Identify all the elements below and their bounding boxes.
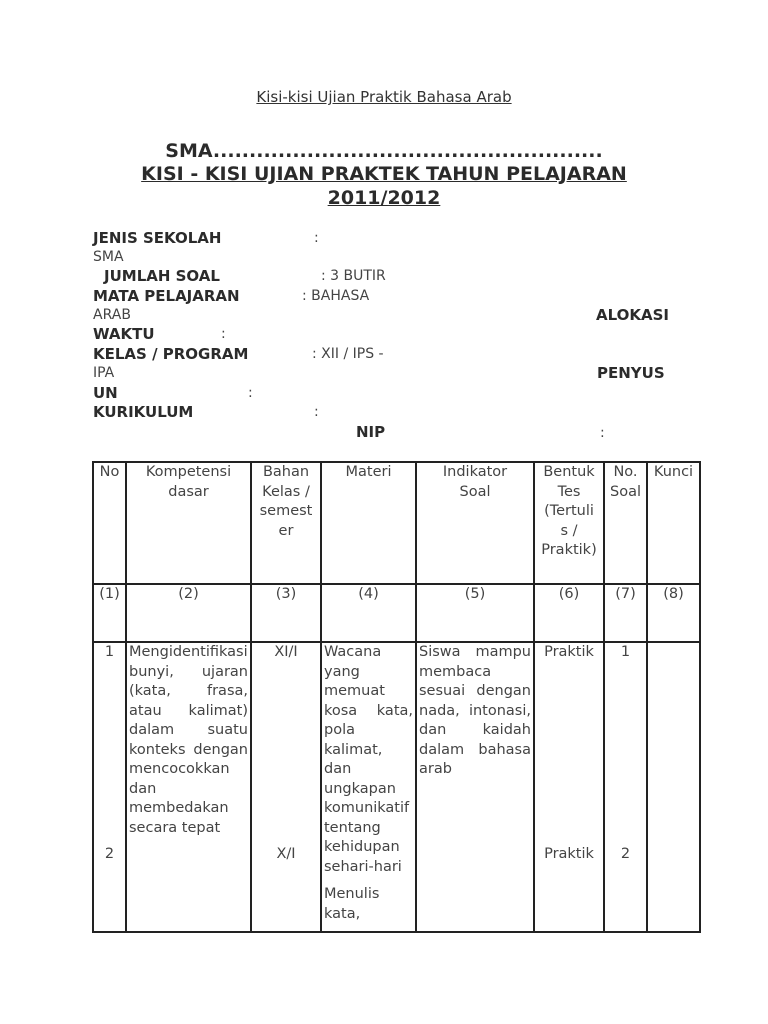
cell-no-soal xyxy=(604,642,647,932)
main-heading xyxy=(0,162,768,210)
jumlah-soal-value: : 3 BUTIR xyxy=(321,268,386,284)
row-1-no: 1 xyxy=(104,644,115,660)
nip-colon: : xyxy=(600,425,605,441)
table-header-row xyxy=(93,462,700,584)
cell-kelas xyxy=(251,642,321,932)
header-indikator: Indikator Soal xyxy=(416,462,534,584)
header-materi: Materi xyxy=(321,462,416,584)
mata-pelajaran-label: MATA PELAJARAN xyxy=(93,287,240,305)
document-title: Kisi-kisi Ujian Praktik Bahasa Arab xyxy=(256,88,512,106)
kurikulum-colon: : xyxy=(314,404,319,420)
jumlah-soal-label: JUMLAH SOAL xyxy=(104,267,220,285)
kisi-table xyxy=(92,461,701,933)
cell-materi xyxy=(321,642,416,932)
kurikulum-label: KURIKULUM xyxy=(93,403,194,421)
kelas-program-label: KELAS / PROGRAM xyxy=(93,345,249,363)
header-no-soal: No. Soal xyxy=(604,462,647,584)
cell-kunci xyxy=(647,642,700,932)
row-2-kelas: X/I xyxy=(276,846,296,862)
column-number-row xyxy=(93,584,700,642)
kelas-program-value: : XII / IPS - xyxy=(312,346,384,362)
un-colon: : xyxy=(248,385,253,401)
column-number: (6) xyxy=(534,584,604,642)
column-number: (7) xyxy=(604,584,647,642)
cell-indikator: Siswa mampu membaca sesuai dengan nada, intonasi, dan kaidah dalam bahasa arab xyxy=(416,642,534,932)
header-bahan-kelas: Bahan Kelas / semest er xyxy=(251,462,321,584)
column-number: (2) xyxy=(126,584,251,642)
kelas-program-value-cont: IPA xyxy=(93,365,115,381)
row-2-no: 2 xyxy=(104,846,115,862)
column-number: (8) xyxy=(647,584,700,642)
school-line: SMA...................................................... xyxy=(165,140,603,162)
cell-kompetensi: Mengidentifikasi bunyi, ujaran (kata, frasa, atau kalimat) dalam suatu konteks dengan mencocokkan dan membedakan secara tepat xyxy=(126,642,251,932)
column-number: (3) xyxy=(251,584,321,642)
header-kunci: Kunci xyxy=(647,462,700,584)
jenis-sekolah-value: SMA xyxy=(93,249,124,265)
waktu-colon: : xyxy=(221,326,226,342)
column-number: (1) xyxy=(93,584,126,642)
row-2-materi: Menulis kata, xyxy=(324,886,380,922)
row-1-bentuk: Praktik xyxy=(544,644,594,660)
row-1-no-soal: 1 xyxy=(620,644,631,660)
row-1-materi: Wacana yang memuat kosa kata, pola kalimat, dan ungkapan komunikatif tentang kehidupan sehari-hari xyxy=(324,644,413,875)
heading-line-1: KISI - KISI UJIAN PRAKTEK TAHUN PELAJARAN xyxy=(141,163,627,185)
mata-pelajaran-value: : BAHASA xyxy=(302,288,370,304)
column-number: (5) xyxy=(416,584,534,642)
table-row xyxy=(93,642,700,932)
cell-no xyxy=(93,642,126,932)
penyusun-label: PENYUS xyxy=(597,364,665,382)
un-label: UN xyxy=(93,384,118,402)
column-number: (4) xyxy=(321,584,416,642)
jenis-sekolah-colon: : xyxy=(314,230,319,246)
cell-bentuk xyxy=(534,642,604,932)
row-2-bentuk: Praktik xyxy=(544,846,594,862)
alokasi-label: ALOKASI xyxy=(596,306,670,324)
nip-label: NIP xyxy=(356,423,386,441)
header-bentuk-tes: Bentuk Tes (Tertuli s / Praktik) xyxy=(534,462,604,584)
mata-pelajaran-value-cont: ARAB xyxy=(93,307,131,323)
header-no: No xyxy=(93,462,126,584)
row-1-kelas: XI/I xyxy=(274,644,298,660)
heading-line-2: 2011/2012 xyxy=(327,187,441,209)
jenis-sekolah-label: JENIS SEKOLAH xyxy=(93,229,222,247)
row-2-no-soal: 2 xyxy=(620,846,631,862)
header-kompetensi: Kompetensi dasar xyxy=(126,462,251,584)
waktu-label: WAKTU xyxy=(93,325,155,343)
